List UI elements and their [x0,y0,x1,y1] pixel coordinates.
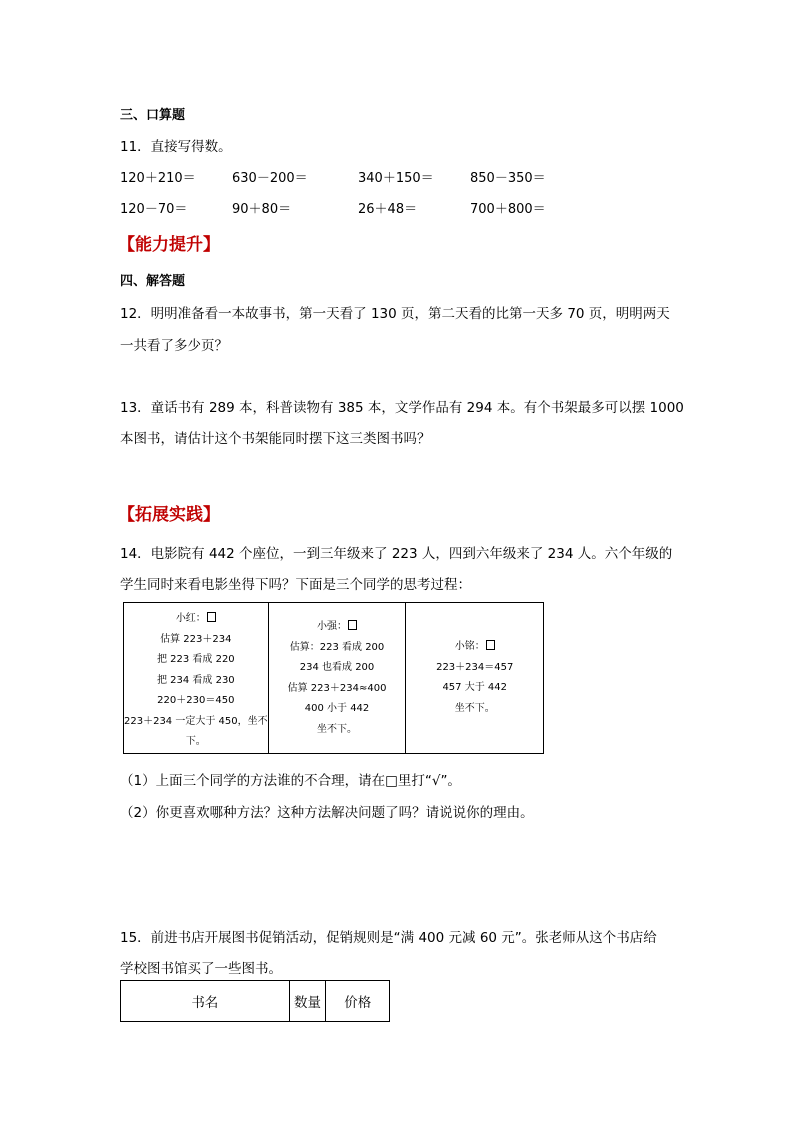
question-15-line-2: 学校图书馆买了一些图书。 [120,961,282,977]
thinking-line: 把 234 看成 230 [156,674,235,686]
xiaohong-cell [124,603,269,754]
calc-item: 630－200＝ [232,171,308,186]
extension-heading: 【拓展实践】 [118,505,220,525]
student-name: 小铭： [454,641,485,652]
question-11: 11．直接写得数。 [120,139,232,155]
question-14-sub-2: （2）你更喜欢哪种方法？这种方法解决问题了吗？请说说你的理由。 [120,805,534,821]
thinking-line: 估算 223＋234≈400 [287,682,387,694]
calc-item: 90＋80＝ [232,202,292,217]
calc-item: 120－70＝ [120,202,188,217]
question-12-line-2: 一共看了多少页？ [120,338,228,354]
calc-item: 700＋800＝ [470,202,546,217]
book-table-header-row [121,981,390,1022]
check-box[interactable] [207,612,216,622]
thinking-line: 400 小于 442 [304,703,370,714]
header-book-name: 书名 [121,981,290,1022]
thinking-line: 坐不下。 [317,723,358,735]
question-13-line-2: 本图书，请估计这个书架能同时摆下这三类图书吗？ [120,431,431,447]
section-4-heading: 四、解答题 [120,274,186,289]
section-3-heading: 三、口算题 [120,108,186,123]
thinking-line: 估算：223 看成 200 [289,641,385,653]
ability-heading: 【能力提升】 [118,235,220,255]
question-15-line-1: 15．前进书店开展图书促销活动，促销规则是“满 400 元减 60 元”。张老师从这个书店给 [120,930,657,946]
student-name: 小红： [175,613,206,624]
book-table [120,980,390,1022]
calc-item: 340＋150＝ [358,171,434,186]
thinking-table [123,602,544,754]
calc-item: 26＋48＝ [358,202,418,217]
thinking-line: 坐不下。 [454,702,495,714]
thinking-line: 220＋230＝450 [157,695,235,706]
thinking-line: 223＋234 一定大于 450，坐不 [124,715,268,727]
check-box[interactable] [348,620,357,630]
thinking-line: 223＋234＝457 [436,661,514,673]
thinking-line: 下。 [185,736,206,747]
thinking-line: 457 大于 442 [442,682,507,693]
header-quantity: 数量 [289,981,326,1022]
question-14-line-2: 学生同时来看电影坐得下吗？下面是三个同学的思考过程： [120,577,471,593]
thinking-line: 估算 223＋234 [160,633,232,645]
question-14-line-1: 14．电影院有 442 个座位，一到三年级来了 223 人，四到六年级来了 234 人。六个年级的 [120,546,673,562]
thinking-line: 把 223 看成 220 [156,654,235,665]
xiaoming-cell [406,603,544,754]
header-price: 价格 [326,981,390,1022]
question-14-sub-1: （1）上面三个同学的方法谁的不合理，请在□里打“√”。 [120,773,461,789]
student-name: 小强： [317,621,348,632]
xiaoqiang-cell [268,603,406,754]
check-box[interactable] [486,640,495,650]
question-12-line-1: 12．明明准备看一本故事书，第一天看了 130 页，第二天看的比第一天多 70 页，明明两天 [120,306,670,322]
calc-item: 120＋210＝ [120,171,196,186]
question-13-line-1: 13．童话书有 289 本，科普读物有 385 本，文学作品有 294 本。有个书架最多可以摆 1000 [120,400,684,416]
calc-item: 850－350＝ [470,171,546,186]
thinking-line: 234 也看成 200 [299,662,375,673]
